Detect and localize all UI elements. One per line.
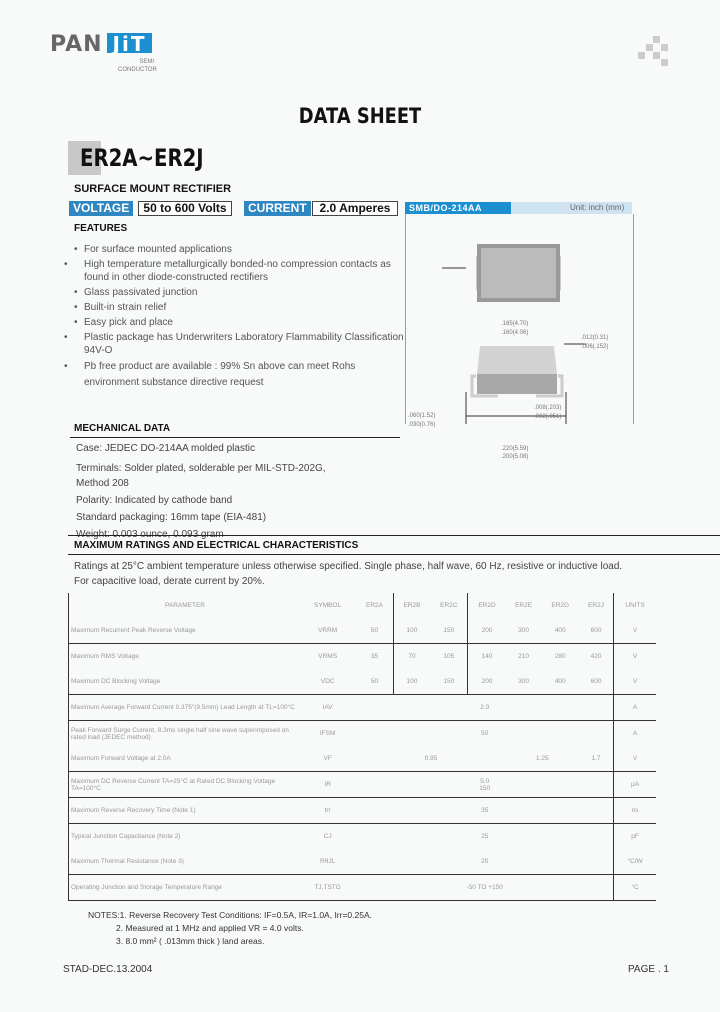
table-header-row: PARAMETER SYMBOL ER2A ER2B ER2C ER2D ER2E ER2G ER2J UNITS — [69, 593, 657, 618]
logo-pan: PAN — [50, 32, 103, 57]
table-row: Operating Junction and Storage Temperature Range TJ,TSTG -50 TO +150 °C — [69, 875, 657, 901]
features-list — [64, 243, 404, 393]
logo-jit: JiT — [107, 33, 152, 53]
feature-item: • For surface mounted applications — [74, 244, 232, 255]
table-row: Maximum DC Blocking Voltage VDC 50 100 150 200 300 400 600 V — [69, 669, 657, 695]
feature-item: • Built-in strain relief — [74, 302, 167, 313]
features-heading: FEATURES — [74, 223, 128, 234]
feature-item: • Easy pick and place — [74, 317, 173, 328]
note-3: 3. 8.0 mm² ( .013mm thick ) land areas. — [116, 936, 265, 946]
feature-item: • High temperature metallurgically bonded-no compression contacts as found in other diode-constructed rectifiers — [64, 259, 391, 283]
mechanical-heading: MECHANICAL DATA — [74, 423, 171, 434]
feature-item: • Pb free product are available : 99% Sn above can meet Rohs environment substance directive request — [64, 361, 356, 388]
table-row: Maximum Reverse Recovery Time (Note 1) trr 35 ns — [69, 798, 657, 824]
current-label: CURRENT — [244, 201, 311, 216]
voltage-value: 50 to 600 Volts — [138, 201, 232, 216]
divider — [68, 535, 720, 536]
table-row: Maximum Recurrent Peak Reverse Voltage VRRM 50 100 150 200 300 400 600 V — [69, 618, 657, 644]
table-row: Maximum DC Reverse Current TA=25°C at Rated DC Blocking Voltage TA=100°C IR 5.0 150 μA — [69, 772, 657, 798]
voltage-label: VOLTAGE — [69, 201, 133, 216]
divider — [70, 437, 400, 438]
table-row: Typical Junction Capacitance (Note 2) CJ 25 pF — [69, 824, 657, 850]
current-value: 2.0 Amperes — [312, 201, 398, 216]
table-row: Maximum Thermal Resistance (Note 3) RθJL 20 °C/W — [69, 849, 657, 875]
note-2: 2. Measured at 1 MHz and applied VR = 4.0 volts. — [116, 923, 304, 933]
footer-page: PAGE . 1 — [628, 964, 669, 975]
logo-subtext: SEMI CONDUCTOR — [118, 59, 157, 73]
mechanical-list: Case: JEDEC DO-214AA molded plastic Terminals: Solder plated, solderable per MIL-STD-202G, Method 208 Polarity: Indicated by cathode band Standard packaging: 16mm tape (EIA-481) — [76, 443, 326, 523]
package-outline-icon — [406, 214, 633, 424]
note-1: NOTES:1. Reverse Recovery Test Conditions: IF=0.5A, IR=1.0A, Irr=0.25A. — [88, 910, 373, 920]
subtitle: SURFACE MOUNT RECTIFIER — [74, 183, 232, 195]
table-row: Peak Forward Surge Current, 8.3ms single half sine wave superimposed on rated load (JEDEC method) IFSM 50 A — [69, 721, 657, 747]
package-name: SMB/DO-214AA — [405, 202, 511, 214]
divider — [68, 554, 720, 555]
part-number: ER2A~ER2J — [80, 144, 204, 172]
feature-item: • Plastic package has Underwriters Laboratory Flammability Classification 94V-O — [64, 332, 404, 356]
page-title: DATA SHEET — [298, 104, 422, 128]
package-unit: Unit: inch (mm) — [570, 203, 625, 212]
footer-date: STAD-DEC.13.2004 — [63, 964, 153, 975]
table-row: Maximum Forward Voltage at 2.0A VF 0.95 1.25 1.7 V — [69, 746, 657, 772]
ratings-heading: MAXIMUM RATINGS AND ELECTRICAL CHARACTERISTICS — [74, 540, 359, 551]
feature-item: • Glass passivated junction — [74, 287, 198, 298]
table-row: Maximum RMS Voltage VRMS 35 70 105 140 210 280 420 V — [69, 644, 657, 670]
package-drawing: .185(4.70) .160(4.06) .012(0.31) .006(.152) .060(1.52) .030(0.76) .008(.203) .002(.051) .220(5.59) .200(5.08) — [405, 214, 634, 424]
ratings-note-2: For capacitive load, derate current by 20%. — [74, 576, 265, 587]
table-row: Maximum Average Forward Current 0.375"(9.5mm) Lead Length at TL=100°C IAV 2.0 A — [69, 695, 657, 721]
ratings-table — [68, 593, 656, 901]
ratings-note-1: Ratings at 25°C ambient temperature unless otherwise specified. Single phase, half wave, 60 Hz, resistive or inductive load. — [74, 561, 623, 572]
